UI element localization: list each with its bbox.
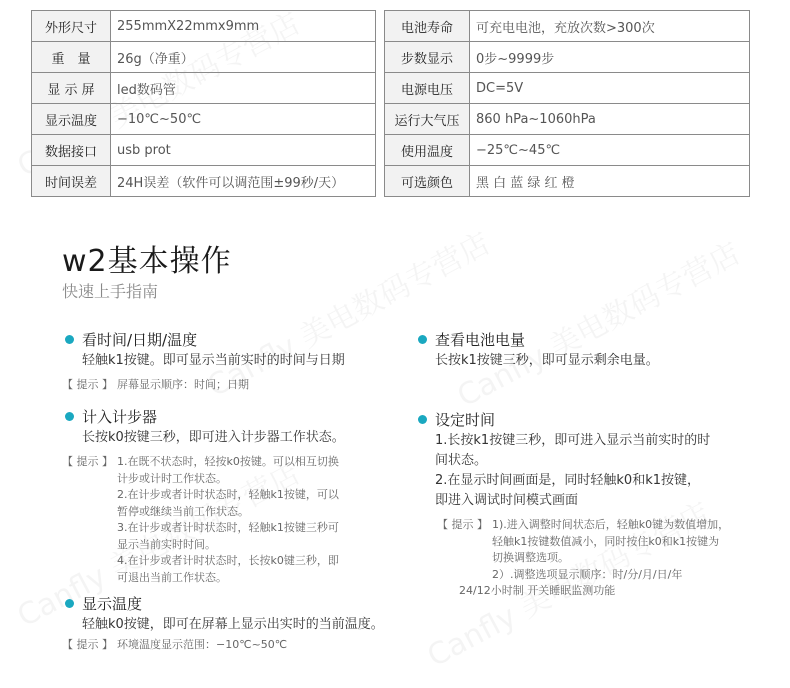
watermark (448, 229, 746, 416)
spec-value: 860 hPa~1060hPa (470, 104, 750, 135)
instruction-body: 长按k0按键三秒，即可进入计步器工作状态。 (82, 430, 345, 445)
spec-value: −25℃~45℃ (470, 135, 750, 166)
tip-block (62, 454, 345, 586)
tip-line: 环境温度显示范围：−10℃~50℃ (117, 638, 288, 651)
table-row (32, 104, 376, 135)
instruction-title: 查看电池电量 (435, 331, 526, 349)
instruction-heading (62, 407, 345, 427)
table-row (32, 135, 376, 166)
spec-table-right (384, 10, 750, 197)
spec-key: 显 示 屏 (32, 73, 111, 104)
tip-label: 【 提示 】 (62, 638, 113, 651)
instruction-body: 轻触k0按键，即可在屏幕上显示出实时的当前温度。 (82, 617, 384, 632)
bullet-dot-icon (418, 335, 427, 344)
spec-key: 重 量 (32, 42, 111, 73)
spec-key: 时间误差 (32, 166, 111, 197)
instruction-title: 看时间/日期/温度 (82, 331, 198, 349)
instruction-title: 计入计步器 (82, 408, 158, 426)
tip-line: 轻触k1按键数值减小，同时按住k0和k1按键为 (492, 534, 720, 548)
instruction-line: 1.长按k1按键三秒，即可进入显示当前实时的时 (435, 433, 711, 448)
tip-line: 计步或计时工作状态。 (117, 471, 227, 485)
spec-value: 0步~9999步 (470, 42, 750, 73)
spec-key: 显示温度 (32, 104, 111, 135)
tip-block (62, 377, 345, 394)
instruction-pedometer (62, 407, 345, 586)
spec-table-left (31, 10, 376, 197)
tip-line: 2）.调整选项显示顺序：时/分/月/日/年 (492, 567, 683, 581)
instruction-set-time (415, 410, 745, 600)
instruction-temperature (62, 594, 384, 654)
spec-value: −10℃~50℃ (111, 104, 376, 135)
instruction-title: 显示温度 (82, 595, 143, 613)
bullet-dot-icon (65, 599, 74, 608)
table-row (385, 104, 750, 135)
instruction-heading (62, 594, 384, 614)
spec-value: led数码管 (111, 73, 376, 104)
spec-key: 运行大气压 (385, 104, 470, 135)
spec-value: 可充电电池，充放次数>300次 (470, 11, 750, 42)
instruction-heading (415, 410, 745, 430)
tip-block (62, 637, 384, 654)
instruction-body: 长按k1按键三秒，即可显示剩余电量。 (435, 353, 659, 368)
tip-line: 2.在计步或者计时状态时，轻触k1按键，可以 (117, 488, 339, 501)
spec-value: usb prot (111, 135, 376, 166)
tip-line: 可退出当前工作状态。 (117, 570, 227, 584)
tip-line: 1).进入调整时间状态后，轻触k0键为数值增加， (492, 518, 730, 531)
table-row (385, 73, 750, 104)
table-row (32, 11, 376, 42)
tip-line: 3.在计步或者计时状态时，轻触k1按键三秒可 (117, 521, 339, 534)
table-row (385, 166, 750, 197)
table-row (385, 135, 750, 166)
tip-line: 1.在既不状态时，轻按k0按键。可以相互切换 (117, 455, 339, 468)
spec-key: 外形尺寸 (32, 11, 111, 42)
spec-key: 使用温度 (385, 135, 470, 166)
bullet-dot-icon (418, 415, 427, 424)
instruction-view-time (62, 330, 345, 394)
spec-value: 黑 白 蓝 绿 红 橙 (470, 166, 750, 197)
section-subtitle: 快速上手指南 (62, 282, 159, 301)
instruction-battery (415, 330, 659, 371)
table-row (385, 11, 750, 42)
instruction-line: 即进入调试时间模式画面 (435, 493, 579, 508)
spec-key: 数据接口 (32, 135, 111, 166)
bullet-dot-icon (65, 335, 74, 344)
bullet-dot-icon (65, 412, 74, 421)
spec-value: DC=5V (470, 73, 750, 104)
instruction-heading (415, 330, 659, 350)
tip-line: 24/12小时制 开关睡眠监测功能 (459, 584, 616, 597)
spec-key: 电源电压 (385, 73, 470, 104)
tip-line: 暂停或继续当前工作状态。 (117, 504, 249, 518)
spec-value: 255mmX22mmx9mm (111, 11, 376, 42)
table-row (32, 73, 376, 104)
tip-line: 屏幕显示顺序：时间；日期 (117, 378, 249, 391)
section-title: w2基本操作 (62, 244, 232, 279)
instruction-body (415, 431, 745, 511)
tip-line: 4.在计步或者计时状态时，长按k0键三秒，即 (117, 554, 339, 567)
tip-label: 【 提示 】 (62, 378, 113, 391)
tip-line: 切换调整选项。 (492, 551, 569, 564)
spec-key: 可选颜色 (385, 166, 470, 197)
spec-value: 26g（净重） (111, 42, 376, 73)
instruction-title: 设定时间 (435, 411, 496, 429)
instruction-body: 轻触k1按键。即可显示当前实时的时间与日期 (82, 353, 345, 368)
instruction-line: 2.在显示时间画面是，同时轻触k0和k1按键， (435, 473, 701, 488)
spec-key: 步数显示 (385, 42, 470, 73)
table-row (385, 42, 750, 73)
instruction-line: 间状态。 (435, 453, 488, 468)
table-row (32, 42, 376, 73)
spec-key: 电池寿命 (385, 11, 470, 42)
spec-value: 24H误差（软件可以调范围±99秒/天） (111, 166, 376, 197)
table-row (32, 166, 376, 197)
instruction-heading (62, 330, 345, 350)
tip-block (437, 517, 745, 600)
tip-label: 【 提示 】 (62, 455, 113, 468)
tip-line: 显示当前实时时间。 (117, 537, 216, 551)
tip-label: 【 提示 】 (437, 518, 488, 531)
